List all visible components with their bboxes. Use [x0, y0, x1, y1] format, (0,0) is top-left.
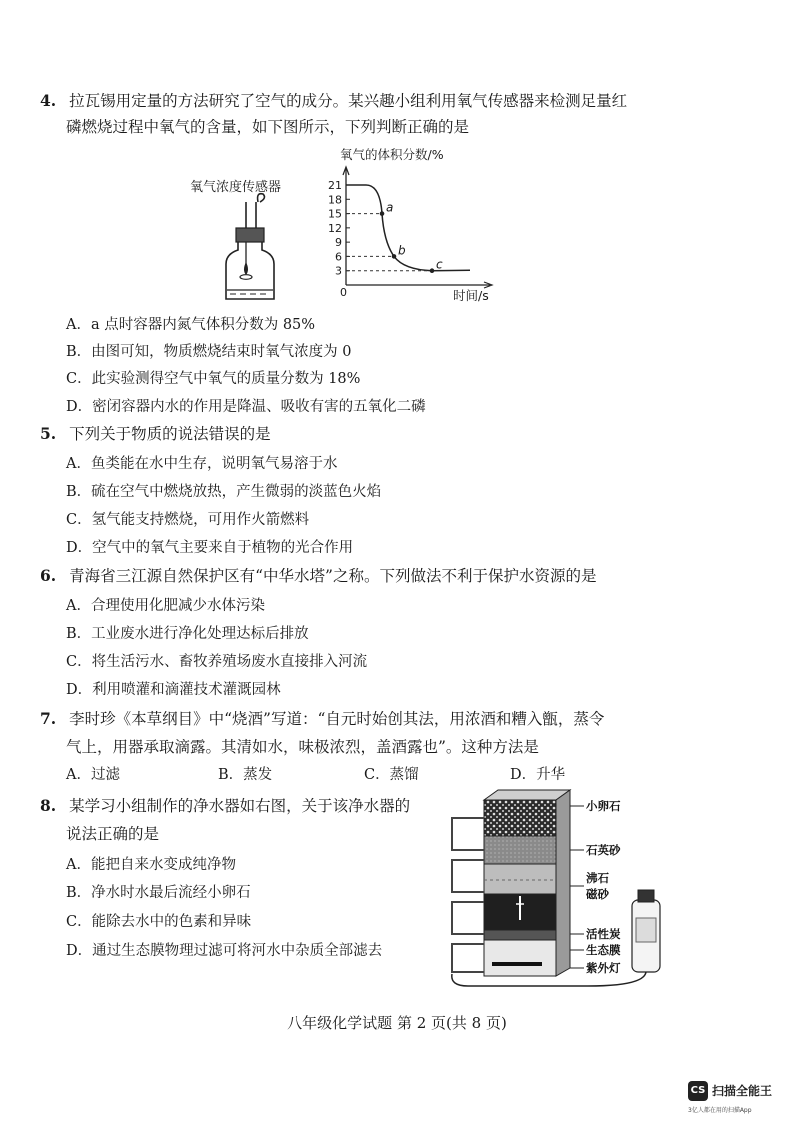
- layer-label-zeolite: 沸石: [586, 871, 609, 885]
- q8-option-b: B．净水时水最后流经小卵石: [66, 885, 251, 901]
- q8-option-a: A．能把自来水变成纯净物: [66, 857, 236, 873]
- q7-line-1: 7. 李时珍《本草纲目》中“烧酒”写道：“自元时始创其法，用浓酒和糟入甑，蒸令: [40, 709, 605, 728]
- q4-line-2: 磷燃烧过程中氧气的含量，如下图所示，下列判断正确的是: [66, 118, 470, 136]
- q7-option-d: D．升华: [510, 767, 566, 783]
- oxygen-sensor-apparatus: [190, 178, 310, 303]
- q6-option-a: A．合理使用化肥减少水体污染: [66, 598, 265, 614]
- chart-point-c: [430, 268, 435, 273]
- layer-label-pebbles: 小卵石: [586, 799, 621, 813]
- chart-point-label-b: b: [398, 243, 406, 258]
- q5-option-b: B．硫在空气中燃烧放热，产生微弱的淡蓝色火焰: [66, 484, 382, 500]
- q6-number: 6.: [40, 566, 57, 585]
- q8-number: 8.: [40, 796, 57, 815]
- q7-option-a: A．过滤: [66, 767, 120, 783]
- chart-point-b: [392, 254, 397, 259]
- q7-option-b: B．蒸发: [218, 767, 273, 783]
- chart-point-a: [380, 211, 385, 216]
- chart-series-line: [346, 185, 470, 271]
- chart-y-tick-label: 6: [335, 250, 342, 264]
- layer-label-eco-membrane: 生态膜: [586, 943, 621, 957]
- layer-label-uv-lamp: 紫外灯: [586, 961, 621, 975]
- chart-ylabel: 氧气的体积分数/%: [340, 147, 444, 162]
- camscanner-logo-icon: CS: [688, 1081, 708, 1101]
- page-footer: 八年级化学试题 第 2 页(共 8 页): [287, 1014, 507, 1032]
- q6-option-d: D．利用喷灌和滴灌技术灌溉园林: [66, 682, 281, 698]
- layer-label-activated-carbon: 活性炭: [586, 927, 621, 941]
- chart-y-tick-label: 12: [328, 221, 342, 235]
- chart-xlabel: 时间/s: [453, 288, 489, 303]
- q5-option-d: D．空气中的氧气主要来自于植物的光合作用: [66, 540, 354, 556]
- water-purifier-diagram: [438, 788, 673, 988]
- scanner-watermark: [688, 1081, 788, 1117]
- watermark-name: 扫描全能王: [712, 1084, 773, 1098]
- q7-option-c: C．蒸馏: [364, 767, 419, 783]
- q7-line-2: 气上，用器承取滴露。其清如水，味极浓烈，盖酒露也”。这种方法是: [66, 738, 539, 756]
- layer-label-quartz-sand: 石英砂: [586, 843, 621, 857]
- q7-number: 7.: [40, 709, 57, 728]
- q4-option-c: C．此实验测得空气中氧气的质量分数为 18%: [66, 371, 361, 387]
- q8-line-1: 8. 某学习小组制作的净水器如右图，关于该净水器的: [40, 796, 411, 815]
- q5-number: 5.: [40, 424, 57, 443]
- q4-option-a: A．a 点时容器内氮气体积分数为 85%: [66, 317, 316, 333]
- watermark-subtitle: 3亿人都在用的扫描App: [688, 1107, 752, 1114]
- chart-y-tick-label: 18: [328, 193, 342, 207]
- q8-option-c: C．能除去水中的色素和异味: [66, 914, 252, 930]
- chart-point-label-c: c: [436, 257, 443, 272]
- q6-option-c: C．将生活污水、畜牧养殖场废水直接排入河流: [66, 654, 368, 670]
- q4-line-1: 4. 拉瓦锡用定量的方法研究了空气的成分。某兴趣小组利用氧气传感器来检测足量红: [40, 91, 628, 110]
- q5-stem: 5. 下列关于物质的说法错误的是: [40, 424, 271, 443]
- q4-option-b: B．由图可知，物质燃烧结束时氧气浓度为 0: [66, 344, 352, 360]
- chart-y-tick-label: 15: [328, 207, 342, 221]
- q6-option-b: B．工业废水进行净化处理达标后排放: [66, 626, 309, 642]
- q8-option-d: D．通过生态膜物理过滤可将河水中杂质全部滤去: [66, 943, 383, 959]
- q4-option-d: D．密闭容器内水的作用是降温、吸收有害的五氧化二磷: [66, 399, 426, 415]
- q8-line-2: 说法正确的是: [66, 825, 160, 843]
- layer-label-magnetic-sand: 磁砂: [586, 887, 609, 901]
- chart-y-tick-label: 9: [335, 236, 342, 250]
- sensor-bottle-drawing: [190, 178, 310, 303]
- chart-origin-label: 0: [340, 286, 347, 299]
- q5-option-a: A．鱼类能在水中生存，说明氧气易溶于水: [66, 456, 338, 472]
- chart-point-label-a: a: [386, 200, 394, 215]
- chart-y-tick-label: 21: [328, 179, 342, 192]
- q6-stem: 6. 青海省三江源自然保护区有“中华水塔”之称。下列做法不利于保护水资源的是: [40, 566, 597, 585]
- q4-number: 4.: [40, 91, 57, 110]
- chart-y-tick-label: 3: [335, 264, 342, 278]
- sensor-label: 氧气浓度传感器: [190, 180, 282, 195]
- oxygen-volume-chart: [318, 145, 498, 305]
- q5-option-c: C．氢气能支持燃烧，可用作火箭燃料: [66, 512, 310, 528]
